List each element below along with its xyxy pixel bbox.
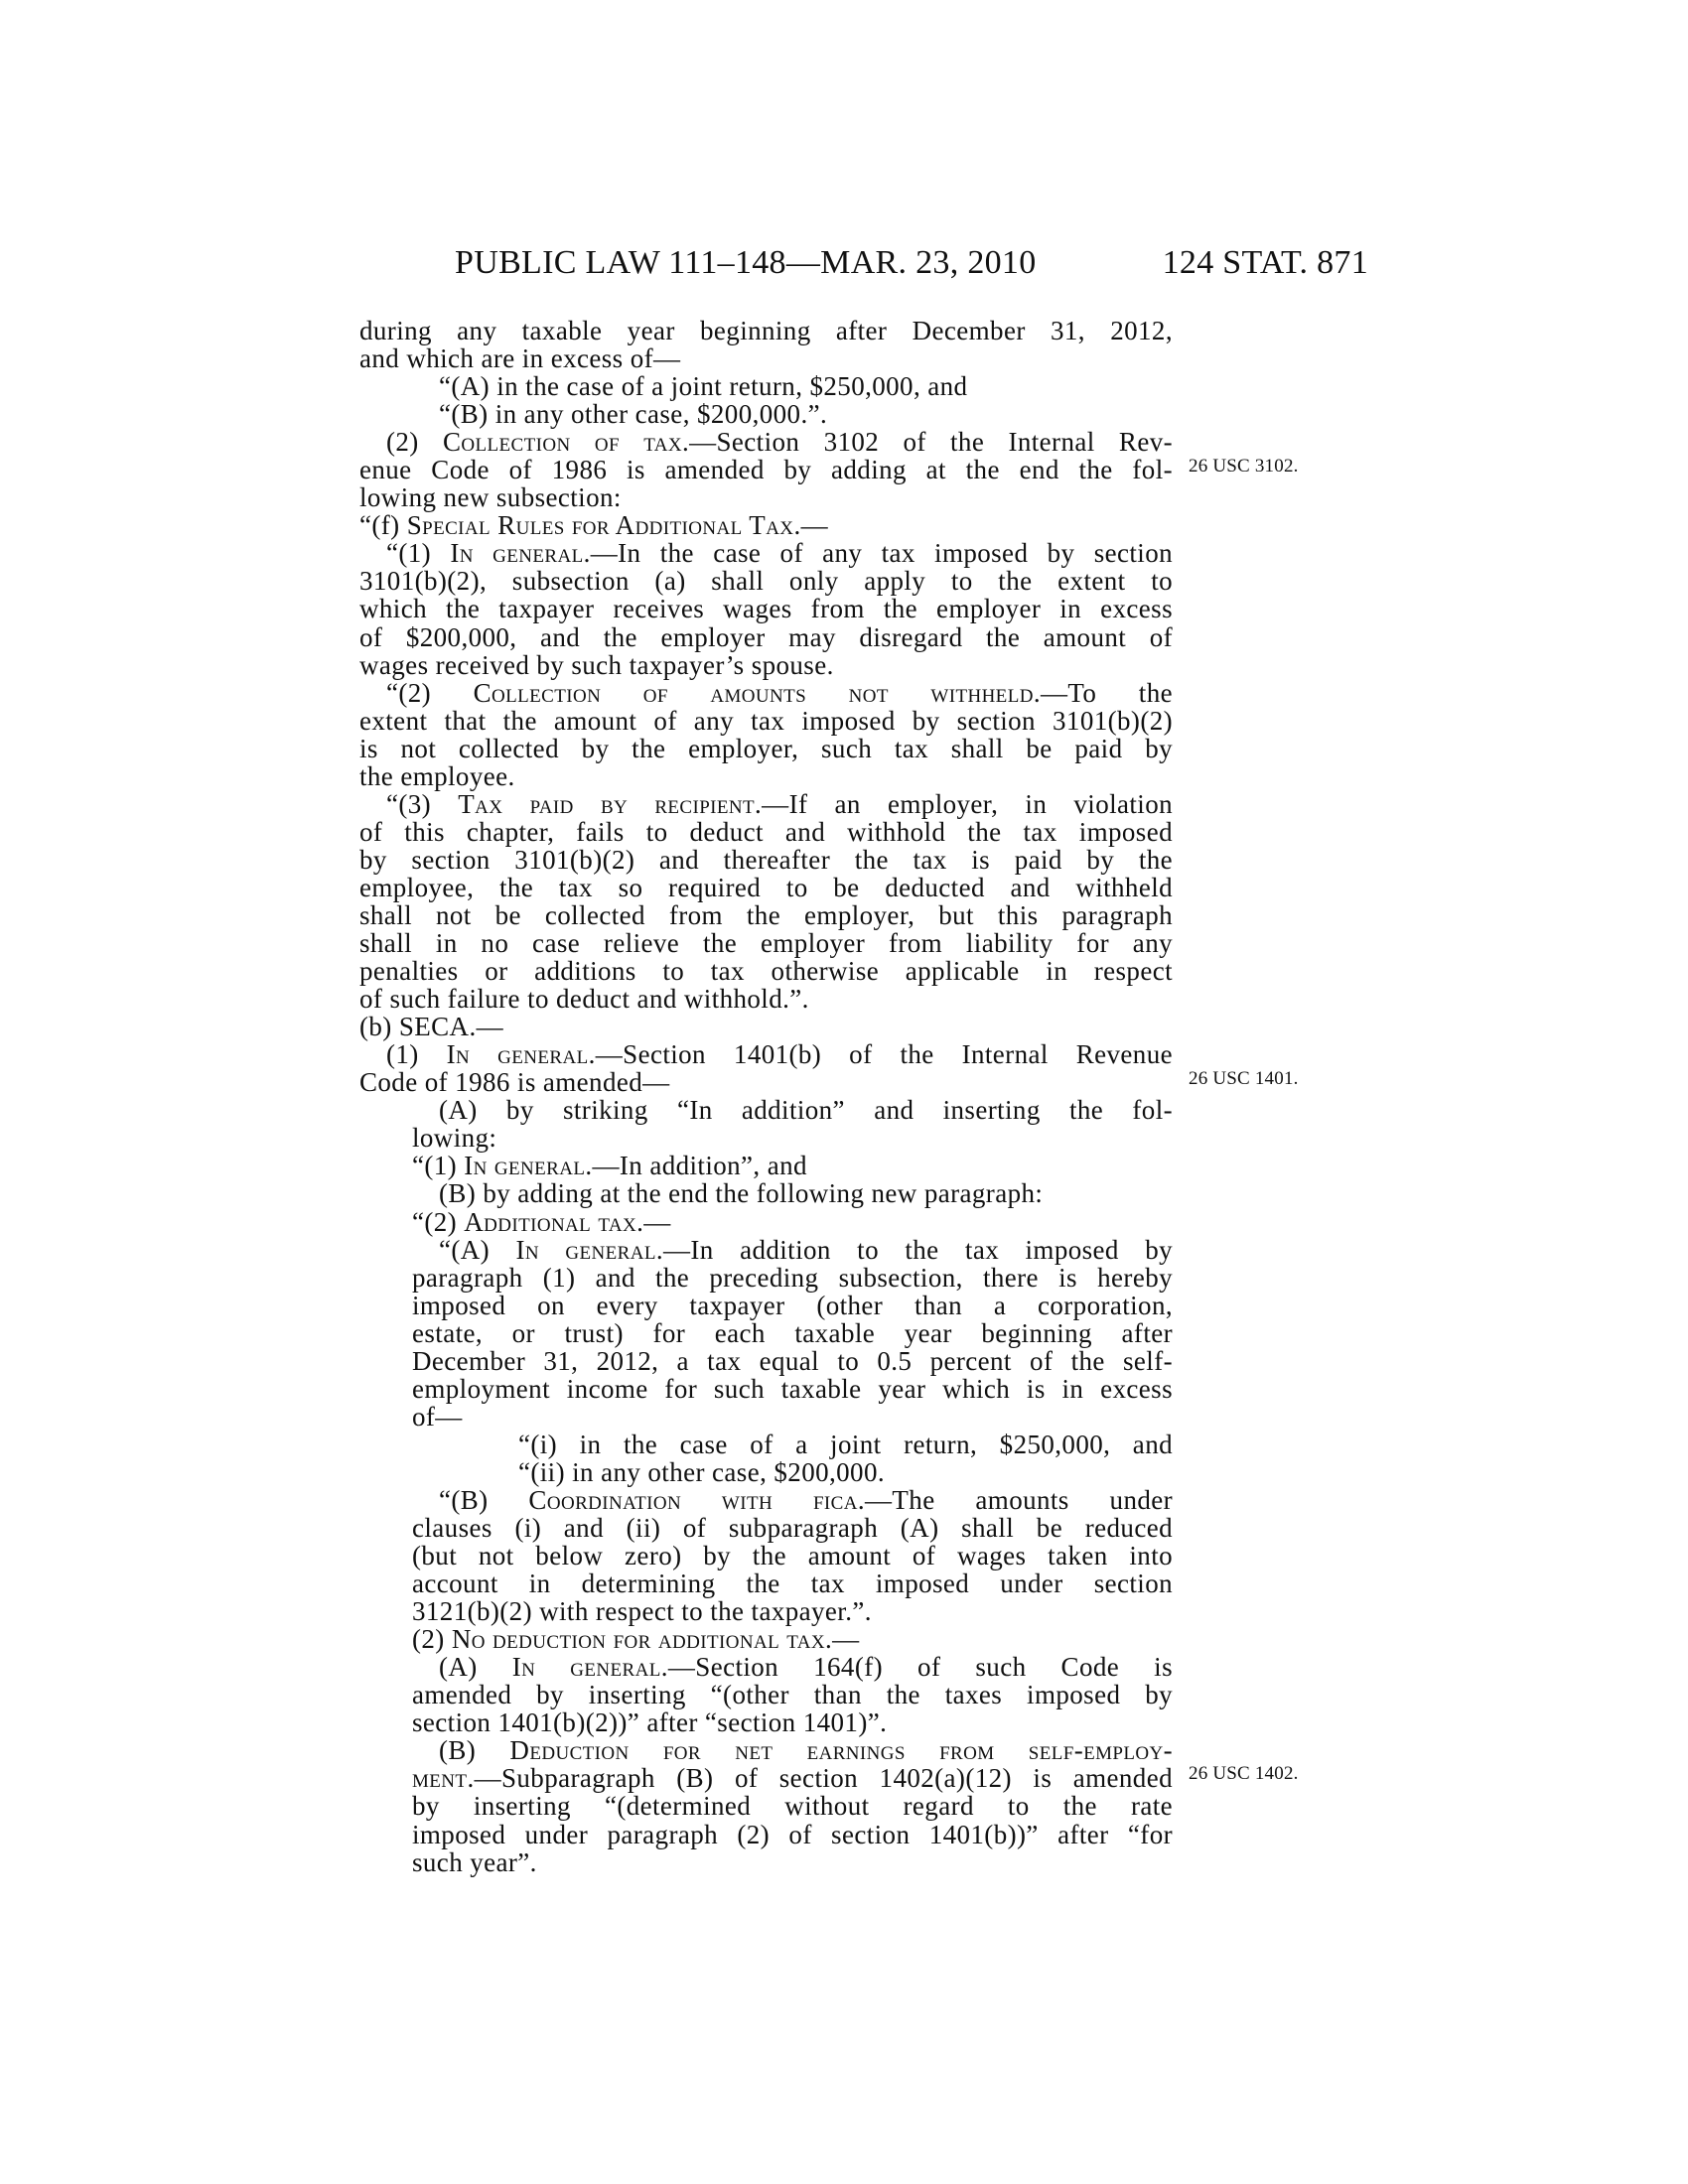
text-segment: (2) xyxy=(386,427,443,458)
text-line xyxy=(359,1124,1173,1152)
text-segment: section 1401(b)(2))” after “section 1401)”. xyxy=(412,1707,888,1738)
text-line xyxy=(359,1236,1173,1264)
text-line xyxy=(359,1152,1173,1179)
text-segment: “(A) in the case of a joint return, $250,000, and xyxy=(439,371,968,402)
text-segment: (but not below zero) by the amount of wages taken into xyxy=(412,1541,1173,1571)
heading-small-caps: ment xyxy=(412,1763,468,1794)
text-segment: .— xyxy=(824,1624,860,1655)
text-line xyxy=(359,1264,1173,1292)
text-line xyxy=(359,456,1173,483)
text-segment: paragraph (1) and the preceding subsection, there is hereby xyxy=(412,1262,1173,1293)
text-segment: is not collected by the employer, such tax shall be paid by xyxy=(359,733,1173,763)
text-line xyxy=(359,1848,1173,1876)
text-segment: “(1) xyxy=(386,538,451,569)
text-segment: of $200,000, and the employer may disregard the amount of xyxy=(359,621,1173,652)
text-line xyxy=(359,623,1173,651)
text-segment: the employee. xyxy=(359,760,515,791)
heading-small-caps: In general xyxy=(446,1039,589,1070)
text-segment: (b) SECA.— xyxy=(359,1012,503,1042)
text-line xyxy=(359,957,1173,985)
text-segment: “(2) xyxy=(412,1206,465,1237)
text-line xyxy=(359,1821,1173,1848)
text-line xyxy=(359,595,1173,622)
text-line xyxy=(359,317,1173,344)
text-segment: .—Subparagraph (B) of section 1402(a)(12) is amended xyxy=(467,1763,1173,1794)
text-line xyxy=(359,567,1173,595)
text-line xyxy=(359,1403,1173,1431)
text-segment: imposed on every taxpayer (other than a corporation, xyxy=(412,1290,1173,1320)
text-segment: wages received by such taxpayer’s spouse. xyxy=(359,649,834,680)
text-segment: .—To the xyxy=(1033,677,1173,708)
statute-text xyxy=(359,317,1173,1876)
text-line xyxy=(359,1040,1173,1068)
text-segment: lowing: xyxy=(412,1123,497,1154)
margin-note-26-usc-1402: 26 USC 1402. xyxy=(1189,1763,1299,1784)
text-segment: 3101(b)(2), subsection (a) shall only apply to the extent to xyxy=(359,566,1173,597)
running-header-title: PUBLIC LAW 111–148—MAR. 23, 2010 xyxy=(455,244,1037,281)
heading-small-caps: Collection of amounts not withheld xyxy=(473,677,1034,708)
text-segment: (A) by striking “In addition” and inserting the fol- xyxy=(439,1095,1173,1126)
page-number: 124 STAT. 871 xyxy=(1162,244,1368,281)
text-segment: (A) xyxy=(439,1652,512,1683)
text-segment: (2) xyxy=(412,1624,452,1655)
text-line xyxy=(359,1375,1173,1403)
text-line xyxy=(359,985,1173,1013)
text-segment: .—In addition”, and xyxy=(585,1151,807,1181)
text-segment: account in determining the tax imposed under section xyxy=(412,1569,1173,1599)
heading-small-caps: In general xyxy=(464,1151,586,1181)
text-line xyxy=(359,344,1173,372)
text-line xyxy=(359,1570,1173,1597)
heading-small-caps: In general xyxy=(450,538,584,569)
text-segment: shall not be collected from the employer, but this paragraph xyxy=(359,899,1173,930)
text-line xyxy=(359,1736,1173,1764)
margin-note-26-usc-1401: 26 USC 1401. xyxy=(1189,1068,1299,1089)
heading-small-caps: Additional tax xyxy=(464,1206,637,1237)
text-segment: “(i) in the case of a joint return, $250,000, and xyxy=(518,1429,1173,1459)
text-segment: December 31, 2012, a tax equal to 0.5 percent of the self- xyxy=(412,1345,1173,1376)
text-segment: during any taxable year beginning after December 31, 2012, xyxy=(359,316,1173,345)
text-segment: .— xyxy=(793,510,828,541)
text-segment: “(1) xyxy=(412,1151,465,1181)
text-line xyxy=(359,929,1173,957)
text-segment: (1) xyxy=(386,1039,447,1070)
text-segment: “(2) xyxy=(386,677,474,708)
text-line xyxy=(359,1708,1173,1736)
text-segment: clauses (i) and (ii) of subparagraph (A) shall be reduced xyxy=(412,1513,1173,1544)
text-segment: enue Code of 1986 is amended by adding at the end the fol- xyxy=(359,455,1173,485)
text-segment: .— xyxy=(636,1206,671,1237)
text-line xyxy=(359,483,1173,511)
text-line xyxy=(359,1597,1173,1625)
heading-small-caps: Collection of tax xyxy=(442,427,682,458)
text-segment: “(ii) in any other case, $200,000. xyxy=(518,1456,885,1487)
heading-small-caps: Deduction for net earnings from self-employ- xyxy=(509,1735,1173,1766)
text-line xyxy=(359,1764,1173,1792)
text-segment: 3121(b)(2) with respect to the taxpayer.”. xyxy=(412,1596,872,1627)
text-segment: (B) xyxy=(439,1735,510,1766)
text-line xyxy=(359,428,1173,456)
text-line xyxy=(359,846,1173,874)
text-line xyxy=(359,707,1173,735)
text-line xyxy=(359,790,1173,818)
text-line xyxy=(359,762,1173,790)
text-segment: shall in no case relieve the employer from liability for any xyxy=(359,928,1173,959)
text-segment: of— xyxy=(412,1401,463,1432)
text-line xyxy=(359,1625,1173,1653)
text-line xyxy=(359,1792,1173,1820)
text-line xyxy=(359,1486,1173,1514)
text-line xyxy=(359,901,1173,929)
heading-small-caps: Tax paid by recipient xyxy=(458,788,756,819)
text-line xyxy=(359,1347,1173,1375)
text-line xyxy=(359,539,1173,567)
text-line xyxy=(359,651,1173,679)
heading-small-caps: No deduction for additional tax xyxy=(451,1624,825,1655)
text-segment: of such failure to deduct and withhold.”. xyxy=(359,984,809,1015)
text-line xyxy=(359,1542,1173,1570)
text-segment: “(B) xyxy=(439,1484,529,1515)
text-line xyxy=(359,1681,1173,1708)
text-line xyxy=(359,1653,1173,1681)
text-line xyxy=(359,679,1173,707)
text-segment: by inserting “(determined without regard to the rate xyxy=(412,1791,1173,1822)
text-segment: estate, or trust) for each taxable year beginning after xyxy=(412,1317,1173,1348)
text-segment: amended by inserting “(other than the taxes imposed by xyxy=(412,1680,1173,1710)
text-segment: “(3) xyxy=(386,788,459,819)
text-line xyxy=(359,1208,1173,1236)
text-line xyxy=(359,372,1173,400)
text-segment: (B) by adding at the end the following new paragraph: xyxy=(439,1178,1044,1209)
text-line xyxy=(359,874,1173,901)
heading-small-caps: In general xyxy=(515,1234,656,1265)
text-segment: employee, the tax so required to be deducted and withheld xyxy=(359,872,1173,902)
text-segment: of this chapter, fails to deduct and withhold the tax imposed xyxy=(359,816,1173,847)
text-segment: extent that the amount of any tax imposed by section 3101(b)(2) xyxy=(359,705,1173,736)
text-line xyxy=(359,1068,1173,1096)
text-line xyxy=(359,400,1173,428)
text-segment: by section 3101(b)(2) and thereafter the tax is paid by the xyxy=(359,844,1173,875)
text-line xyxy=(359,1096,1173,1124)
text-segment: .—Section 164(f) of such Code is xyxy=(660,1652,1173,1683)
text-segment: lowing new subsection: xyxy=(359,482,622,513)
text-segment: .—If an employer, in violation xyxy=(755,788,1173,819)
text-segment: .—In the case of any tax imposed by section xyxy=(583,538,1173,569)
text-line xyxy=(359,1179,1173,1207)
text-line xyxy=(359,1013,1173,1040)
text-segment: such year”. xyxy=(412,1846,537,1877)
text-segment: .—In addition to the tax imposed by xyxy=(655,1234,1174,1265)
text-segment: employment income for such taxable year which is in excess xyxy=(412,1373,1173,1404)
text-line xyxy=(359,1292,1173,1319)
text-segment: imposed under paragraph (2) of section 1401(b))” after “for xyxy=(412,1819,1173,1849)
margin-note-26-usc-3102: 26 USC 3102. xyxy=(1189,456,1299,477)
text-segment: penalties or additions to tax otherwise applicable in respect xyxy=(359,956,1173,987)
text-segment: .—Section 3102 of the Internal Rev- xyxy=(681,427,1173,458)
text-segment: “(B) in any other case, $200,000.”. xyxy=(439,399,828,430)
text-segment: which the taxpayer receives wages from the employer in excess xyxy=(359,594,1173,624)
text-segment: and which are in excess of— xyxy=(359,343,681,374)
text-line xyxy=(359,1431,1173,1458)
text-segment: “(f) xyxy=(359,510,407,541)
text-line xyxy=(359,1458,1173,1486)
text-segment: .—The amounts under xyxy=(857,1484,1174,1515)
text-segment: Code of 1986 is amended— xyxy=(359,1067,670,1098)
text-line xyxy=(359,1514,1173,1542)
text-segment: “(A) xyxy=(439,1234,516,1265)
heading-small-caps: Coordination with fica xyxy=(528,1484,858,1515)
text-line xyxy=(359,818,1173,846)
heading-small-caps: In general xyxy=(511,1652,661,1683)
text-segment: .—Section 1401(b) of the Internal Revenue xyxy=(588,1039,1173,1070)
heading-small-caps: Special Rules for Additional Tax xyxy=(406,510,794,541)
text-line xyxy=(359,511,1173,539)
text-line xyxy=(359,735,1173,762)
text-line xyxy=(359,1319,1173,1347)
